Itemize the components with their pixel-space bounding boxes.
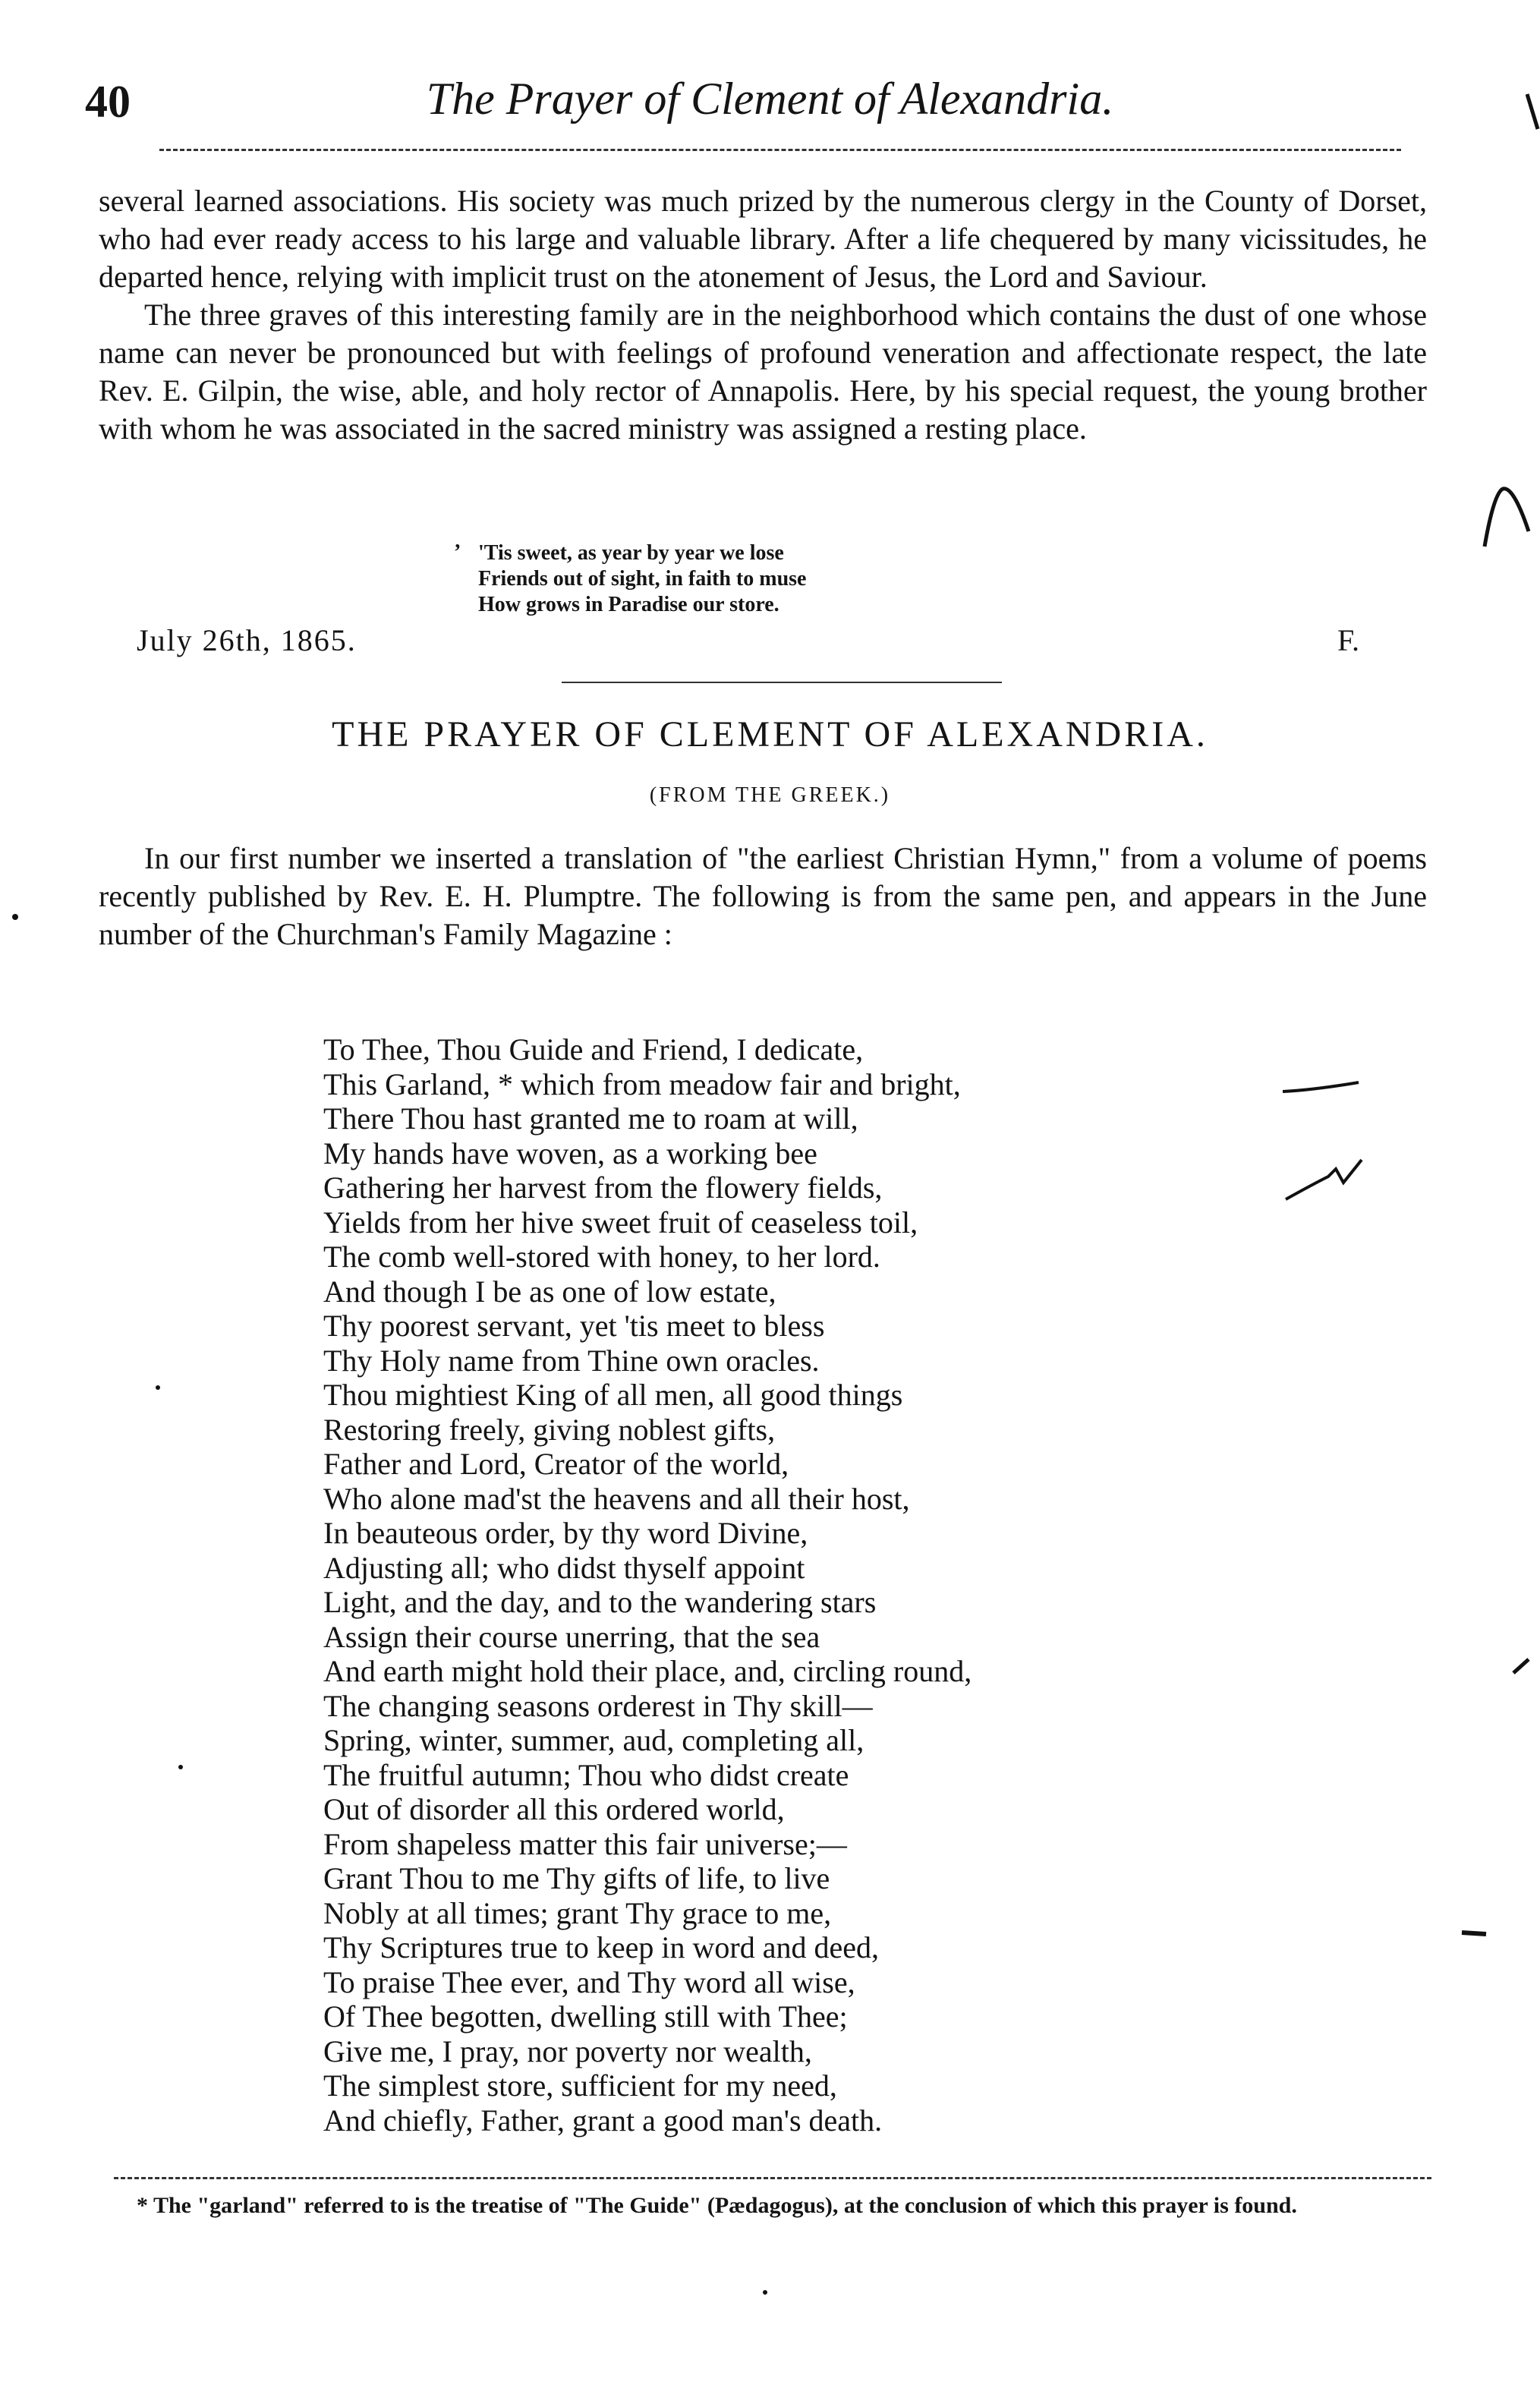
section-divider [562, 682, 1002, 683]
margin-pen-mark [1283, 1154, 1366, 1207]
poem-line: Thy Holy name from Thine own oracles. [323, 1343, 820, 1378]
margin-pen-mark [1283, 1078, 1366, 1101]
poem-line: Thy poorest servant, yet 'tis meet to bless [323, 1309, 825, 1343]
poem-line: Who alone mad'st the heavens and all their host, [323, 1481, 910, 1516]
obituary-paragraph: The three graves of this interesting family are in the neighborhood which contains the dust of one whose name can never be pronounced but with feelings of profound veneration and affectionate respect, the late Rev. E. Gilpin, the wise, able, and holy rector of Annapolis. Here, by his special request, the young brother with whom he was associated in the sacred ministry was assigned a resting place. [99, 298, 1427, 446]
poem-line: The simplest store, sufficient for my need, [323, 2068, 837, 2103]
poem-line: Out of disorder all this ordered world, [323, 1792, 785, 1826]
epigraph-line: 'Tis sweet, as year by year we lose [478, 541, 784, 565]
poem-line: To Thee, Thou Guide and Friend, I dedicate, [323, 1032, 864, 1066]
poem [323, 1032, 972, 2138]
epigraph-line: Friends out of sight, in faith to muse [478, 567, 807, 591]
poem-line: This Garland, * which from meadow fair and bright, [323, 1066, 961, 1101]
margin-pen-mark [1510, 1655, 1533, 1678]
footnote [121, 2192, 1427, 2219]
poem-line: Grant Thou to me Thy gifts of life, to live [323, 1861, 830, 1895]
edge-mark [1526, 91, 1540, 137]
epigraph [478, 540, 806, 618]
margin-pen-mark [1480, 471, 1533, 554]
poem-line: Light, and the day, and to the wandering stars [323, 1585, 877, 1619]
stray-dot [759, 2286, 771, 2298]
poem-line: Assign their course unerring, that the sea [323, 1619, 820, 1654]
footnote-text: * The "garland" referred to is the treatise of "The Guide" (Pædagogus), at the conclusion of which this prayer is found. [137, 2193, 1297, 2218]
poem-line: Gathering her harvest from the flowery fields, [323, 1170, 883, 1205]
poem-line: The fruitful autumn; Thou who didst create [323, 1757, 849, 1792]
poem-line: Of Thee begotten, dwelling still with Thee; [323, 1999, 848, 2034]
poem-line: The comb well-stored with honey, to her lord. [323, 1240, 880, 1274]
article-subtitle: (FROM THE GREEK.) [649, 783, 891, 807]
poem-line: Spring, winter, summer, aud, completing all, [323, 1723, 864, 1757]
obituary-text [99, 182, 1427, 448]
poem-line: The changing seasons orderest in Thy skill— [323, 1688, 873, 1723]
stray-dot [175, 1761, 187, 1773]
poem-line: Nobly at all times; grant Thy grace to me, [323, 1895, 832, 1930]
poem-line: Father and Lord, Creator of the world, [323, 1447, 789, 1481]
stray-dot [152, 1381, 164, 1394]
poem-line: And though I be as one of low estate, [323, 1274, 776, 1309]
article-intro [99, 840, 1427, 953]
poem-line: Adjusting all; who didst thyself appoint [323, 1550, 805, 1585]
epigraph-mark: ’ [454, 540, 461, 564]
running-title: The Prayer of Clement of Alexandria. [426, 74, 1114, 124]
header-rule [159, 149, 1401, 151]
poem-line: My hands have woven, as a working bee [323, 1136, 817, 1170]
poem-line: And earth might hold their place, and, circling round, [323, 1654, 972, 1688]
epigraph-line: How grows in Paradise our store. [478, 593, 779, 616]
obituary-paragraph: several learned associations. His society was much prized by the numerous clergy in the County of Dorset, who had ever ready access to his large and valuable library. After a life chequered by many vicissitudes, he departed hence, relying with implicit trust on the atonement of Jesus, the Lord and Saviour. [99, 184, 1427, 294]
footnote-rule [114, 2177, 1431, 2179]
poem-line: In beauteous order, by thy word Divine, [323, 1516, 808, 1550]
article-title: THE PRAYER OF CLEMENT OF ALEXANDRIA. [332, 714, 1208, 755]
intro-paragraph: In our first number we inserted a translation of "the earliest Christian Hymn," from a volume of poems recently published by Rev. E. H. Plumptre. The following is from the same pen, and appears in the June number of the Churchman's Family Magazine : [99, 841, 1427, 951]
signature: F. [1337, 623, 1360, 657]
stray-dot [9, 911, 21, 923]
poem-line: Yields from her hive sweet fruit of ceaseless toil, [323, 1205, 918, 1240]
page-number: 40 [85, 77, 131, 127]
poem-line: There Thou hast granted me to roam at will, [323, 1101, 858, 1136]
poem-line: Give me, I pray, nor poverty nor wealth, [323, 2034, 812, 2068]
poem-line: Thou mightiest King of all men, all good things [323, 1378, 903, 1412]
poem-line: And chiefly, Father, grant a good man's death. [323, 2103, 883, 2138]
margin-pen-mark [1460, 1925, 1491, 1940]
dateline: July 26th, 1865. [137, 623, 357, 657]
poem-line: Thy Scriptures true to keep in word and deed, [323, 1930, 880, 1964]
poem-line: To praise Thee ever, and Thy word all wise, [323, 1964, 855, 1999]
poem-line: From shapeless matter this fair universe;— [323, 1826, 847, 1861]
poem-line: Restoring freely, giving noblest gifts, [323, 1412, 776, 1447]
